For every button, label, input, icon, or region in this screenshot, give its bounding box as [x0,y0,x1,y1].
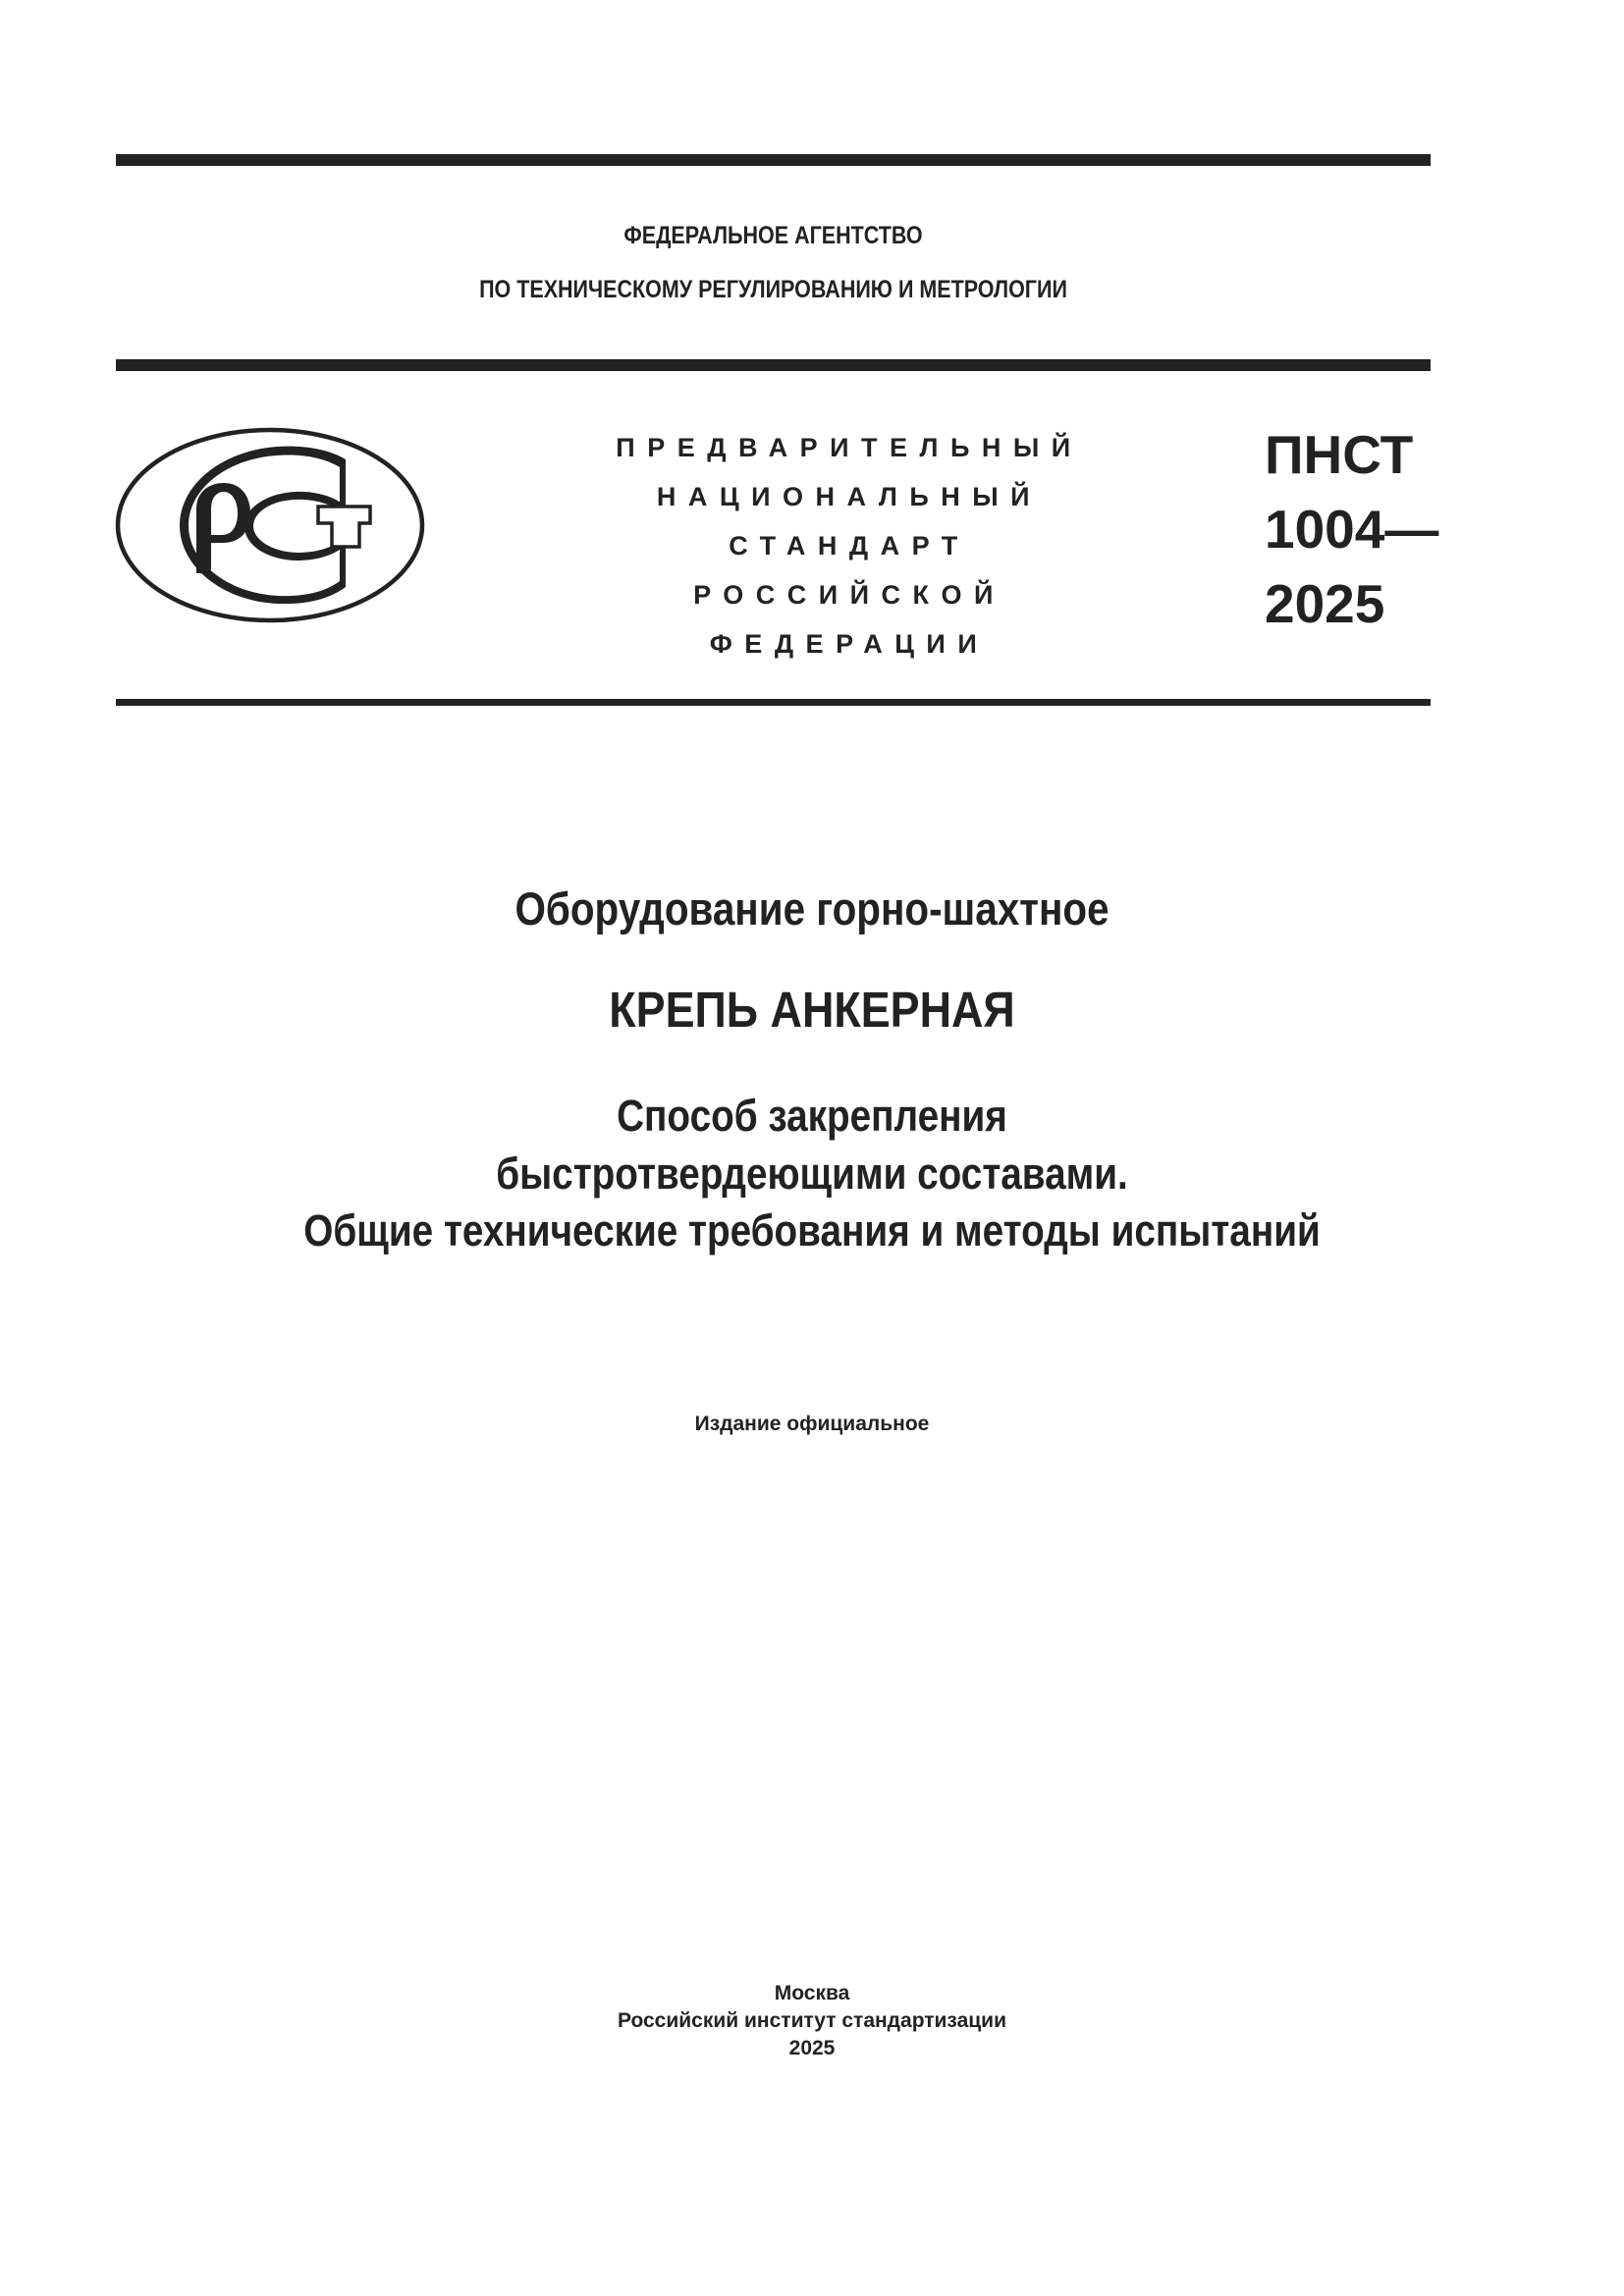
top-rule [116,154,1431,166]
document-main-title: КРЕПЬ АНКЕРНАЯ [609,982,1015,1038]
document-number-prefix: ПНСТ [1265,424,1414,485]
header-rule [116,359,1431,371]
document-number-value: 1004— [1265,499,1439,560]
edition-label: Издание официальное [694,1413,930,1435]
imprint-year: 2025 [788,2037,836,2059]
subtitle-line: быстротвердеющими составами. [496,1148,1128,1199]
imprint [0,1980,1624,2062]
header-bottom-rule [116,699,1431,706]
subtitle-line: Общие технические требования и методы испытаний [303,1205,1321,1255]
subtitle-line: Способ закрепления [617,1091,1007,1141]
document-number-year: 2025 [1265,573,1385,634]
standard-type-line: НАЦИОНАЛЬНЫЙ [656,482,1043,511]
agency-name-line-2: ПО ТЕХНИЧЕСКОМУ РЕГУЛИРОВАНИЮ И МЕТРОЛОГИИ [479,276,1067,303]
document-number [1265,417,1438,641]
gost-r-logo-icon [112,424,430,626]
imprint-publisher: Российский институт стандартизации [617,2009,1007,2032]
standard-type-line: ФЕДЕРАЦИИ [709,629,990,659]
standard-type-line: РОССИЙСКОЙ [693,580,1005,610]
standard-type-line: СТАНДАРТ [729,531,970,561]
standard-type-line: ПРЕДВАРИТЕЛЬНЫЙ [616,433,1083,462]
standard-type-block [550,423,1149,668]
document-category: Оборудование горно-шахтное [514,882,1110,934]
imprint-city: Москва [774,1982,850,2004]
document-subtitle [114,1088,1510,1260]
agency-name-line-1: ФЕДЕРАЛЬНОЕ АГЕНТСТВО [623,222,923,249]
